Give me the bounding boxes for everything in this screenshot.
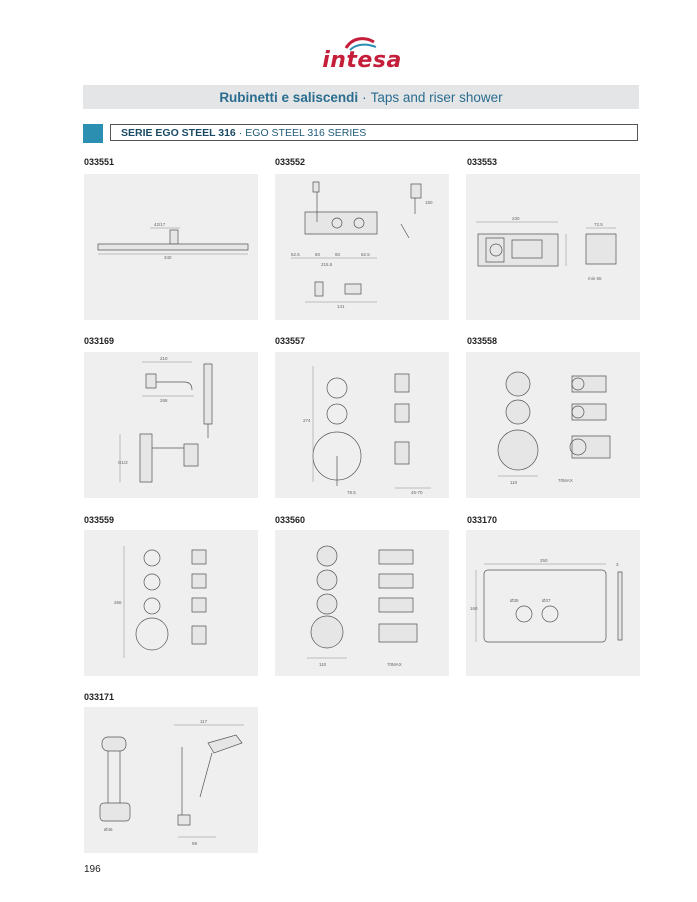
concealed-valve-set-drawing: [466, 352, 640, 498]
product-code: 033552: [275, 157, 306, 167]
product-code: 033169: [84, 336, 115, 346]
four-way-mixer-drawing: [84, 530, 258, 676]
svg-text:45-70: 45-70: [411, 490, 423, 495]
svg-text:117: 117: [200, 719, 208, 724]
concealed-body-drawing: [275, 530, 449, 676]
product-drawing-panel: [84, 707, 258, 853]
series-separator: ·: [238, 126, 243, 139]
section-title-bar: [83, 85, 639, 109]
product-code: 033558: [467, 336, 498, 346]
svg-text:Ø35: Ø35: [510, 598, 519, 603]
product-code: 033553: [467, 157, 498, 167]
flush-plate-drawing: [466, 530, 640, 676]
svg-text:230: 230: [512, 216, 520, 221]
product-code: 033170: [467, 515, 498, 525]
product-drawing-panel: [275, 352, 449, 498]
shower-set-drawing: [275, 174, 449, 320]
svg-text:215.5: 215.5: [321, 262, 333, 267]
svg-text:42/17: 42/17: [154, 222, 166, 227]
product-code: 033171: [84, 692, 115, 702]
svg-text:210: 210: [160, 356, 168, 361]
title-separator: ·: [362, 89, 367, 105]
svg-text:141: 141: [337, 304, 345, 309]
svg-text:min 65: min 65: [588, 276, 602, 281]
svg-text:60: 60: [315, 252, 321, 257]
series-title-italian: SERIE EGO STEEL 316: [121, 126, 236, 139]
product-drawing-panel: [466, 352, 640, 498]
series-header: [110, 124, 638, 141]
svg-text:3: 3: [616, 562, 619, 567]
svg-text:99: 99: [192, 841, 198, 846]
product-drawing-panel: [84, 174, 258, 320]
svg-text:150: 150: [425, 200, 433, 205]
product-drawing-panel: [275, 530, 449, 676]
svg-text:266: 266: [114, 600, 122, 605]
product-drawing-panel: [466, 174, 640, 320]
svg-text:70MAX: 70MAX: [558, 478, 573, 483]
product-code: 033557: [275, 336, 306, 346]
svg-text:268: 268: [160, 398, 168, 403]
svg-text:62.5: 62.5: [361, 252, 370, 257]
svg-text:110: 110: [319, 662, 327, 667]
product-drawing-panel: [84, 530, 258, 676]
svg-text:Ø37: Ø37: [542, 598, 551, 603]
svg-text:340: 340: [164, 255, 172, 260]
section-title-italian: Rubinetti e saliscendi: [219, 89, 359, 105]
svg-text:250: 250: [540, 558, 548, 563]
series-title-english: EGO STEEL 316 SERIES: [245, 126, 367, 139]
svg-text:70MAX: 70MAX: [387, 662, 402, 667]
thermostatic-mixer-drawing: [275, 352, 449, 498]
bidet-shower-drawing: [84, 707, 258, 853]
product-drawing-panel: [466, 530, 640, 676]
overhead-shower-drawing: [84, 174, 258, 320]
brand-wordmark: intesa: [322, 48, 402, 73]
product-code: 033551: [84, 157, 115, 167]
svg-text:60: 60: [335, 252, 341, 257]
product-drawing-panel: [84, 352, 258, 498]
svg-text:G1/2: G1/2: [118, 460, 128, 465]
section-title-english: Taps and riser shower: [370, 89, 503, 105]
svg-text:Ø46: Ø46: [104, 827, 113, 832]
svg-text:160: 160: [470, 606, 478, 611]
svg-text:72.5: 72.5: [594, 222, 603, 227]
svg-text:274: 274: [303, 418, 311, 423]
svg-text:78.5: 78.5: [347, 490, 356, 495]
page-number: 196: [84, 864, 101, 875]
brand-logo: [322, 36, 402, 80]
svg-text:62.5: 62.5: [291, 252, 300, 257]
product-code: 033559: [84, 515, 115, 525]
product-drawing-panel: [275, 174, 449, 320]
bath-mixer-drawing: [84, 352, 258, 498]
series-accent-square: [83, 124, 103, 143]
svg-text:110: 110: [510, 480, 518, 485]
product-code: 033560: [275, 515, 306, 525]
concealed-box-drawing: [466, 174, 640, 320]
